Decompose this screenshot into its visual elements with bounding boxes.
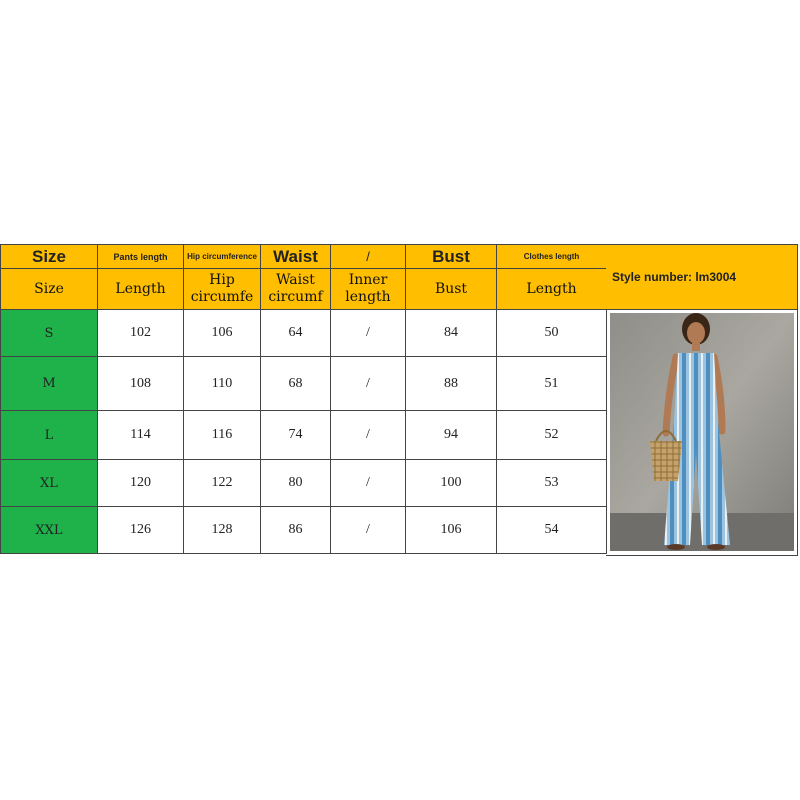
header-row-2 — [1, 269, 607, 310]
table-row — [1, 357, 607, 411]
header-bust: Bust — [406, 245, 497, 269]
size-cell: S — [1, 310, 98, 357]
pants-length-cell: 126 — [98, 507, 184, 554]
header-row-1 — [1, 245, 607, 269]
subheader-clothes-length: Length — [497, 269, 607, 310]
table-row — [1, 310, 607, 357]
waist-cell: 68 — [261, 357, 331, 411]
subheader-length: Length — [98, 269, 184, 310]
bust-cell: 94 — [406, 411, 497, 460]
table-row — [1, 411, 607, 460]
hip-cell: 116 — [184, 411, 261, 460]
header-waist: Waist — [261, 245, 331, 269]
waist-cell: 64 — [261, 310, 331, 357]
table-row — [1, 460, 607, 507]
size-cell: XL — [1, 460, 98, 507]
hip-cell: 106 — [184, 310, 261, 357]
bust-cell: 100 — [406, 460, 497, 507]
waist-cell: 86 — [261, 507, 331, 554]
size-cell: M — [1, 357, 98, 411]
header-slash: / — [331, 245, 406, 269]
clothes-length-cell: 54 — [497, 507, 607, 554]
subheader-inner-length: Inner length — [331, 269, 406, 310]
subheader-bust: Bust — [406, 269, 497, 310]
hip-cell: 122 — [184, 460, 261, 507]
hip-cell: 110 — [184, 357, 261, 411]
pants-length-cell: 120 — [98, 460, 184, 507]
table-row — [1, 507, 607, 554]
subheader-size: Size — [1, 269, 98, 310]
clothes-length-cell: 53 — [497, 460, 607, 507]
inner-length-cell: / — [331, 310, 406, 357]
pants-length-cell: 102 — [98, 310, 184, 357]
style-panel — [606, 244, 798, 556]
model-photo — [610, 313, 794, 551]
inner-length-cell: / — [331, 357, 406, 411]
bust-cell: 106 — [406, 507, 497, 554]
header-pants-length: Pants length — [98, 245, 184, 269]
waist-cell: 74 — [261, 411, 331, 460]
inner-length-cell: / — [331, 507, 406, 554]
hip-cell: 128 — [184, 507, 261, 554]
header-size: Size — [1, 245, 98, 269]
clothes-length-cell: 50 — [497, 310, 607, 357]
size-table — [0, 244, 607, 554]
clothes-length-cell: 51 — [497, 357, 607, 411]
size-cell: L — [1, 411, 98, 460]
bust-cell: 84 — [406, 310, 497, 357]
bust-cell: 88 — [406, 357, 497, 411]
inner-length-cell: / — [331, 411, 406, 460]
subheader-hip: Hip circumfe — [184, 269, 261, 310]
model-illustration — [610, 313, 794, 551]
inner-length-cell: / — [331, 460, 406, 507]
clothes-length-cell: 52 — [497, 411, 607, 460]
style-number-label: Style number: lm3004 — [606, 245, 797, 310]
pants-length-cell: 114 — [98, 411, 184, 460]
subheader-waist: Waist circumf — [261, 269, 331, 310]
pants-length-cell: 108 — [98, 357, 184, 411]
waist-cell: 80 — [261, 460, 331, 507]
size-cell: XXL — [1, 507, 98, 554]
size-chart — [0, 244, 800, 556]
header-hip-circumference: Hip circumference — [184, 245, 261, 269]
header-clothes-length: Clothes length — [497, 245, 607, 269]
